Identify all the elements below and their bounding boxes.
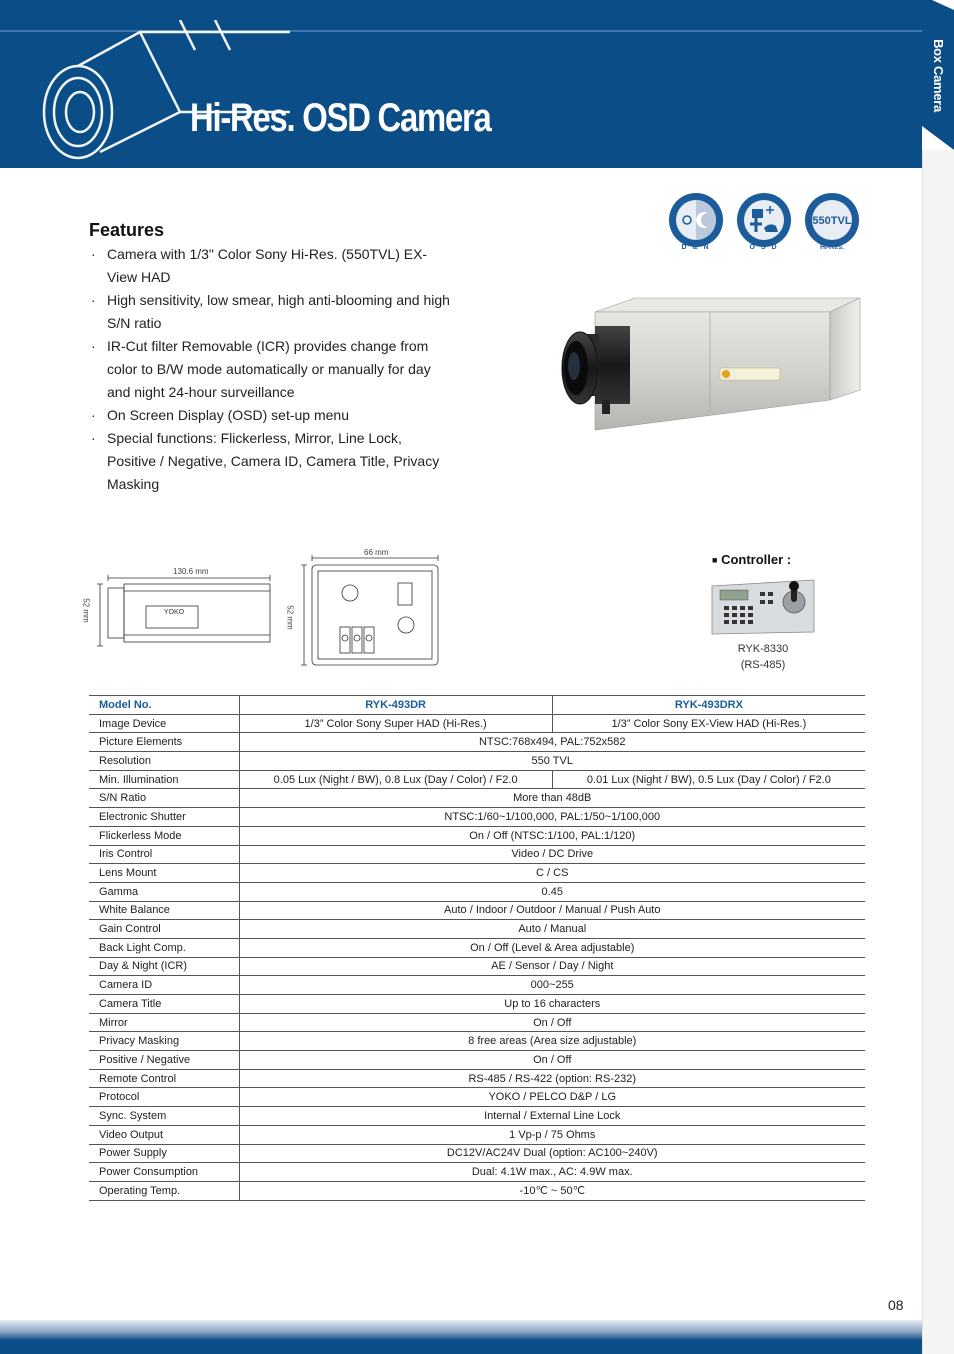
day-night-icon [668,192,724,248]
bullet: · [91,292,96,308]
550tvl-icon [804,192,860,248]
spec-header-row: Model No. RYK-493DR RYK-493DRX [89,696,865,715]
side-tab-label: Box Camera [930,38,946,112]
spec-table [89,695,865,1201]
feature-item: · High sensitivity, low smear, high anti-blooming and high S/N ratio [91,289,451,335]
controller-model: RYK-8330 (RS-485) [737,643,789,671]
svg-text:550TVL: 550TVL [812,215,852,227]
spec-row: Operating Temp. -10℃ ~ 50℃ [89,1181,865,1200]
side-strip [922,150,954,1354]
page-number: 08 [888,1297,904,1313]
feature-item: · Special functions: Flickerless, Mirror, Line Lock, Positive / Negative, Camera ID, Camera Title, Privacy Masking [91,427,451,496]
spec-row: Back Light Comp. On / Off (Level & Area adjustable) [89,938,865,957]
footer-bar [0,1320,922,1354]
camera-outline-icon [30,20,290,168]
feature-item: · On Screen Display (OSD) set-up menu [91,404,451,427]
controller-image [710,576,816,636]
spec-row: Camera ID 000~255 [89,976,865,995]
rear-view-drawing: 66 mm 52 mm [290,545,450,670]
spec-row: Min. Illumination 0.05 Lux (Night / BW), 0.8 Lux (Day / Color) / F2.0 0.01 Lux (Night / BW), 0.5 Lux (Day / Color) / F2.0 [89,770,865,789]
osd-icon [736,192,792,248]
bullet: · [91,246,96,262]
spec-row: Power Consumption Dual: 4.1W max., AC: 4.9W max. [89,1163,865,1182]
spec-row: Lens Mount C / CS [89,864,865,883]
spec-row: Camera Title Up to 16 characters [89,995,865,1014]
spec-row: Iris Control Video / DC Drive [89,845,865,864]
bullet: · [91,407,96,423]
spec-row: Video Output 1 Vp-p / 75 Ohms [89,1125,865,1144]
spec-row: Power Supply DC12V/AC24V Dual (option: AC100~240V) [89,1144,865,1163]
spec-row: Gamma 0.45 [89,882,865,901]
features-list [91,243,451,496]
page-title: Hi-Res. OSD Camera [190,96,491,140]
spec-row: Electronic Shutter NTSC:1/60~1/100,000, PAL:1/50~1/100,000 [89,808,865,827]
spec-row: Sync. System Internal / External Line Lock [89,1107,865,1126]
page-header [0,0,922,168]
feature-item: · Camera with 1/3" Color Sony Hi-Res. (550TVL) EX-View HAD [91,243,451,289]
badge-osd: O S D [736,192,792,254]
badge-day-night: D & N [668,192,724,254]
spec-row: Flickerless Mode On / Off (NTSC:1/100, PAL:1/120) [89,826,865,845]
spec-row: Resolution 550 TVL [89,752,865,771]
badge-550tvl: 550TVL Hi-Res. [804,192,860,254]
bullet: · [91,430,96,446]
spec-row: Protocol YOKO / PELCO D&P / LG [89,1088,865,1107]
spec-row: Image Device 1/3” Color Sony Super HAD (Hi-Res.) 1/3” Color Sony EX-View HAD (Hi-Res.) [89,714,865,733]
side-view-drawing: 130.6 mm 52 mm YOKO [88,566,288,656]
bullet: · [91,338,96,354]
svg-text:YOKO: YOKO [163,609,185,616]
feature-badges [668,192,868,262]
camera-product-image [540,290,870,450]
controller-title: ■ Controller : [712,552,792,567]
spec-row: Gain Control Auto / Manual [89,920,865,939]
spec-row: Picture Elements NTSC:768x494, PAL:752x582 [89,733,865,752]
spec-row: Remote Control RS-485 / RS-422 (option: RS-232) [89,1069,865,1088]
spec-row: Mirror On / Off [89,1013,865,1032]
spec-row: Day & Night (ICR) AE / Sensor / Day / Night [89,957,865,976]
spec-row: Positive / Negative On / Off [89,1051,865,1070]
feature-item: · IR-Cut filter Removable (ICR) provides change from color to B/W mode automatically or manually for day and night 24-hour surveillance [91,335,451,404]
square-bullet-icon: ■ [712,555,718,565]
spec-row: S/N Ratio More than 48dB [89,789,865,808]
spec-row: White Balance Auto / Indoor / Outdoor / Manual / Push Auto [89,901,865,920]
features-title: Features [89,220,165,240]
spec-row: Privacy Masking 8 free areas (Area size adjustable) [89,1032,865,1051]
